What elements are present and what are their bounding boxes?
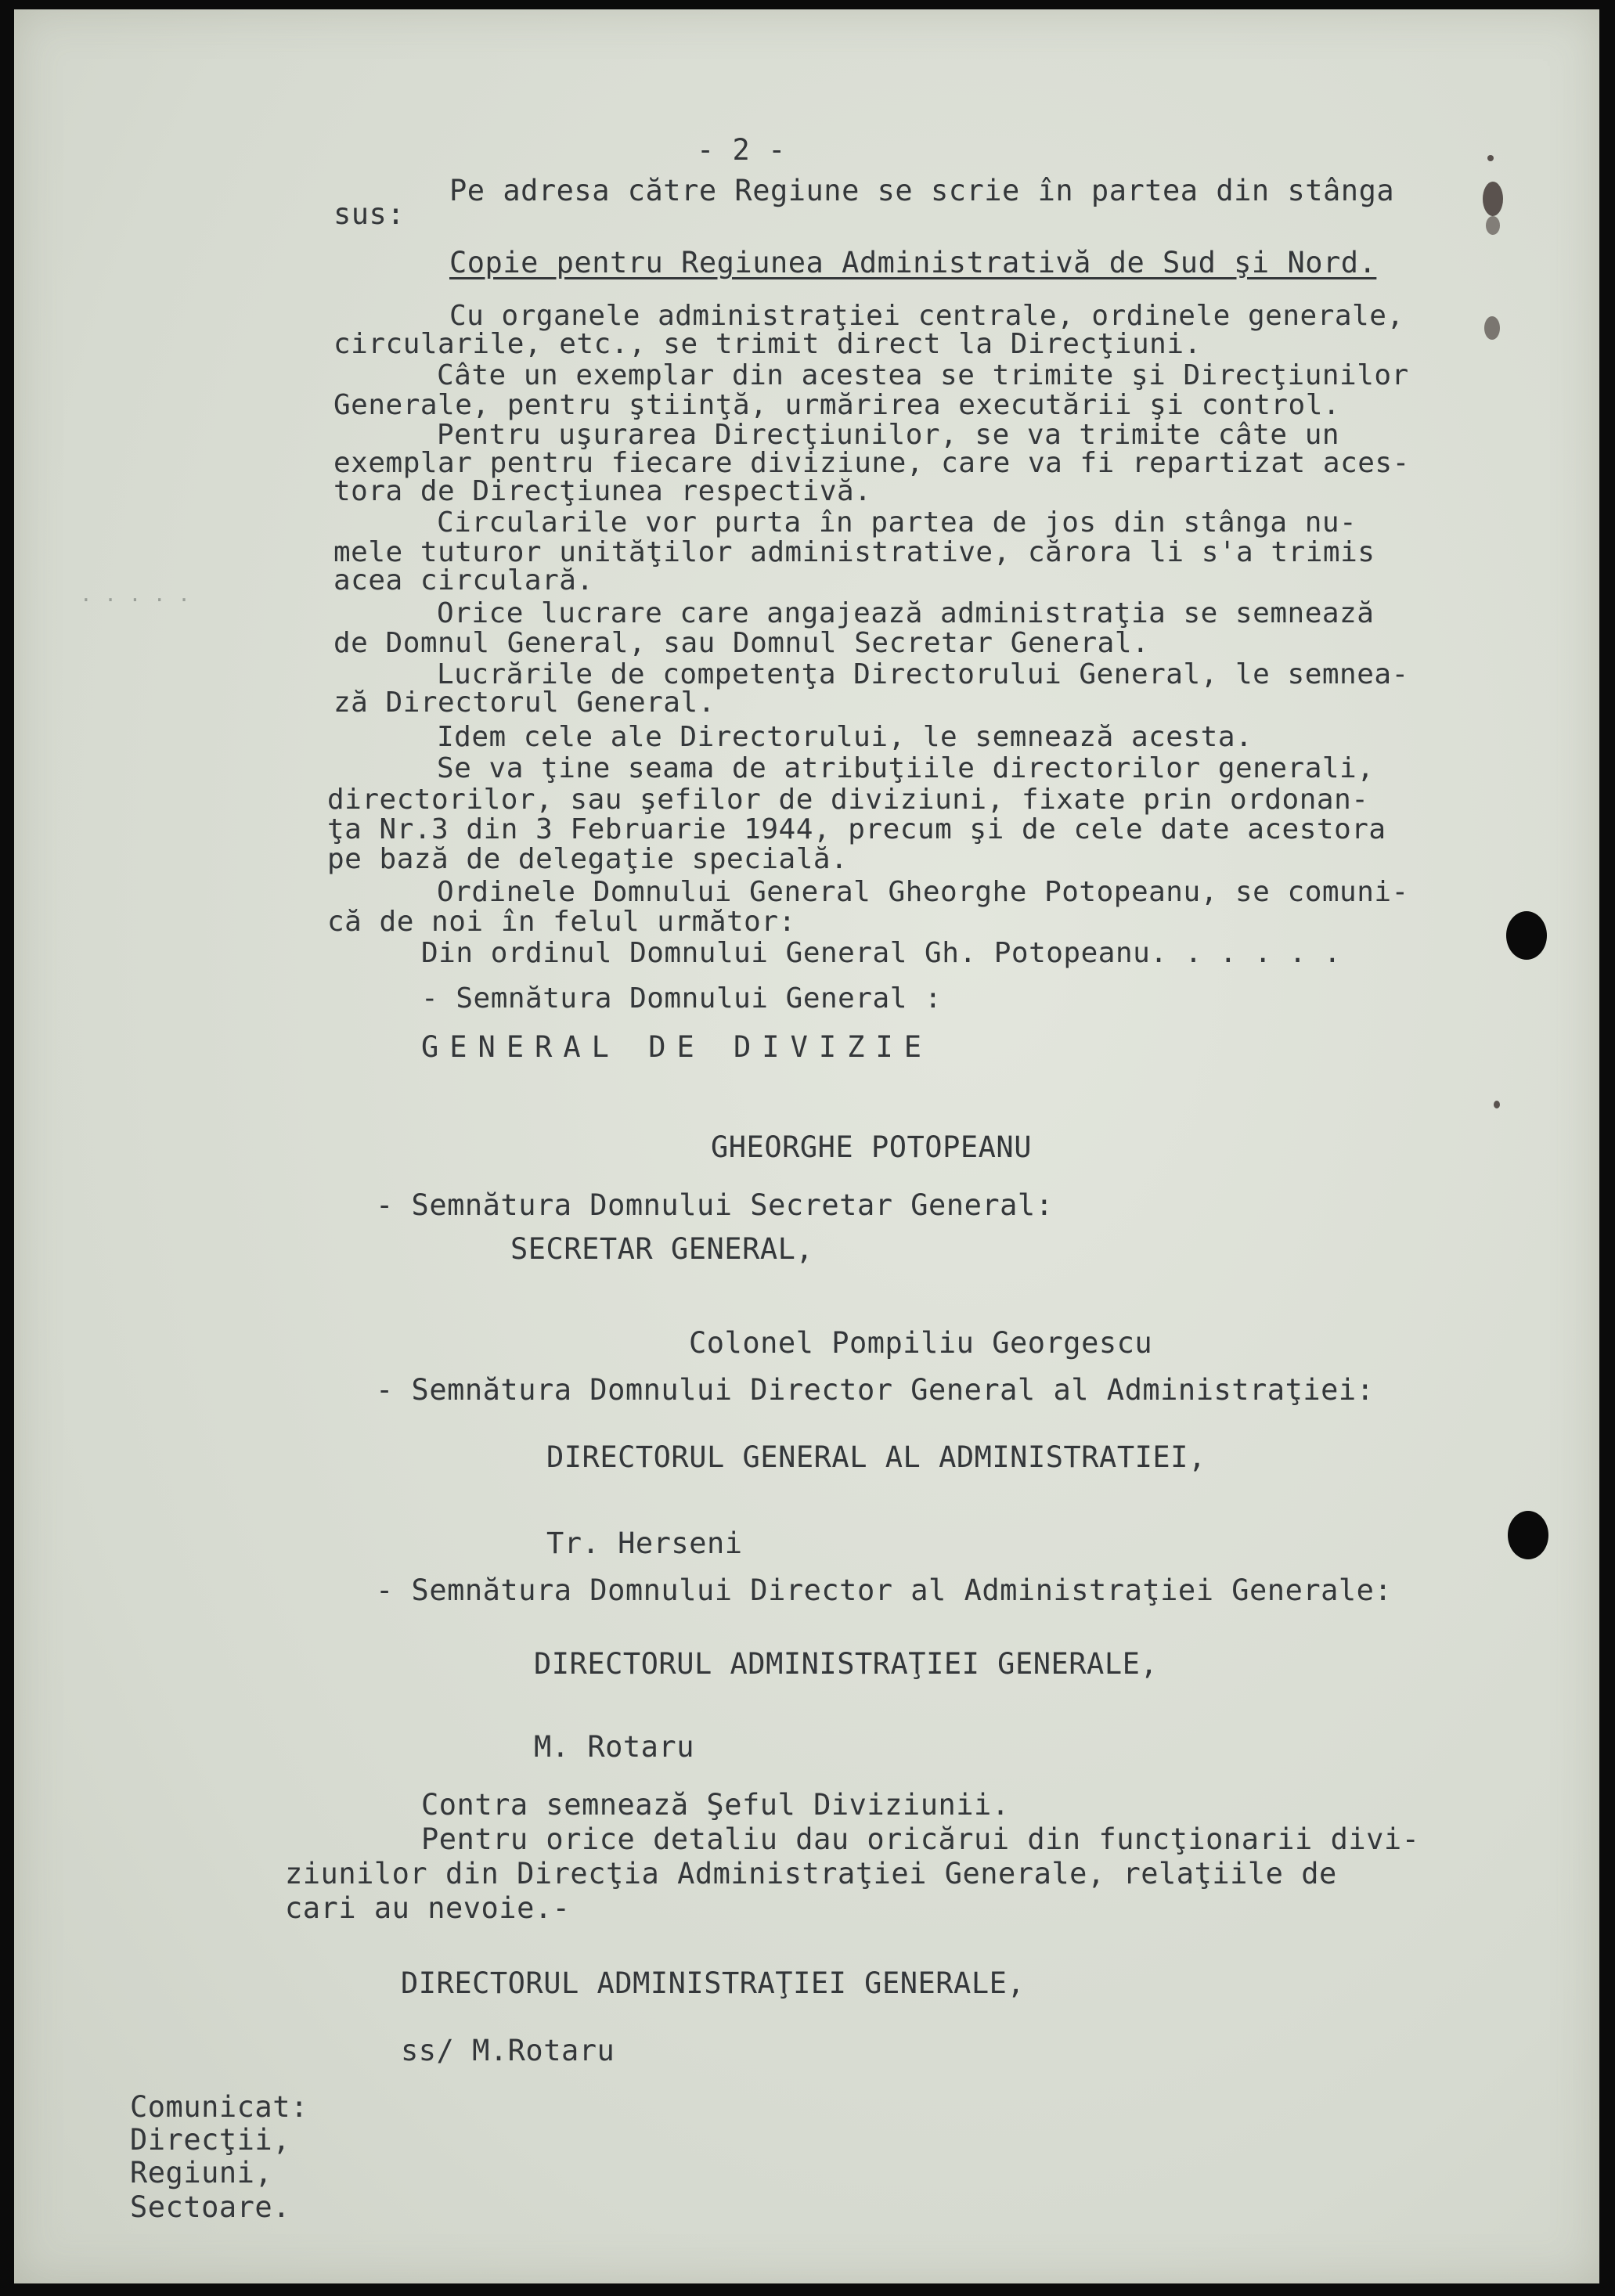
copy-heading: Copie pentru Regiunea Administrativă de Sud şi Nord. [449, 246, 1377, 279]
signature-line: - Semnătura Domnului Director General al Administraţiei: [376, 1373, 1375, 1407]
paragraph-line: Cu organele administraţiei centrale, ordinele generale, [449, 300, 1404, 332]
page-number: - 2 - [697, 133, 786, 167]
director-name: M. Rotaru [534, 1730, 694, 1764]
paragraph-line: Pentru uşurarea Direcţiunilor, se va trimite câte un [437, 419, 1340, 451]
paragraph-line: Câte un exemplar din acestea se trimite şi Direcţiunilor [437, 359, 1409, 391]
director-general-name: Tr. Herseni [546, 1526, 743, 1560]
ink-speck [1487, 155, 1494, 161]
distribution-item: Regiuni, [130, 2156, 273, 2190]
closing-line: Pentru orice detaliu dau oricărui din funcţionarii divi- [421, 1822, 1420, 1856]
paragraph-line: Circularile vor purta în partea de jos din stânga nu- [437, 506, 1357, 539]
paragraph-line: ză Directorul General. [333, 687, 716, 719]
paragraph-line: Pe adresa către Regiune se scrie în partea din stânga [449, 174, 1395, 207]
closing-signature-name: ss/ M.Rotaru [401, 2034, 615, 2067]
paragraph-line: Lucrările de competenţa Directorului General, le semnea- [437, 658, 1409, 690]
closing-line: ziunilor din Direcţia Administraţiei Generale, relaţiile de [285, 1857, 1337, 1891]
closing-line: Contra semnează Şeful Diviziunii. [421, 1788, 1010, 1822]
signature-line: - Semnătura Domnului Secretar General: [376, 1188, 1054, 1222]
paragraph-line: pe bază de delegaţie specială. [327, 843, 849, 875]
distribution-heading: Comunicat: [130, 2090, 308, 2124]
paragraph-line: Orice lucrare care angajează administraţia se semnează [437, 597, 1375, 629]
paragraph-line: Generale, pentru ştiinţă, urmărirea executării şi control. [333, 389, 1341, 421]
closing-line: cari au nevoie.- [285, 1891, 571, 1925]
paragraph-line: sus: [333, 197, 406, 231]
paragraph-line: mele tuturor unităţilor administrative, cărora li s'a trimis [333, 536, 1375, 568]
paragraph-line: tora de Direcţiunea respectivă. [333, 475, 872, 507]
paragraph-line: Ordinele Domnului General Gheorghe Potopeanu, se comuni- [437, 876, 1409, 908]
closing-signature-title: DIRECTORUL ADMINISTRAŢIEI GENERALE, [401, 1966, 1026, 2000]
faint-marking: · · · · · [80, 589, 190, 612]
ink-stain [1483, 182, 1503, 216]
paragraph-line: Din ordinul Domnului General Gh. Potopeanu. . . . . . [421, 937, 1342, 969]
secretary-name: Colonel Pompiliu Georgescu [689, 1326, 1153, 1360]
paragraph-line: că de noi în felul următor: [327, 906, 796, 938]
ink-stain [1486, 216, 1500, 235]
secretary-title: SECRETAR GENERAL, [510, 1232, 814, 1266]
paragraph-line: acea circulară. [333, 564, 594, 597]
paragraph-line: exemplar pentru fiecare diviziune, care va fi repartizat aces- [333, 447, 1410, 479]
ink-speck [1494, 1101, 1500, 1108]
distribution-item: Sectoare. [130, 2190, 290, 2224]
paragraph-line: ţa Nr.3 din 3 Februarie 1944, precum şi de cele date acestora [327, 813, 1386, 845]
paragraph-line: directorilor, sau şefilor de diviziuni, fixate prin ordonan- [327, 784, 1369, 816]
director-general-title: DIRECTORUL GENERAL AL ADMINISTRATIEI, [546, 1440, 1206, 1474]
general-rank: GENERAL DE DIVIZIE [421, 1030, 932, 1064]
punch-hole [1506, 911, 1547, 960]
punch-hole [1508, 1511, 1548, 1559]
paragraph-line: Idem cele ale Directorului, le semnează acesta. [437, 721, 1253, 753]
signature-line: - Semnătura Domnului Director al Administraţiei Generale: [376, 1573, 1393, 1607]
paragraph-line: circularile, etc., se trimit direct la Direcţiuni. [333, 328, 1202, 360]
document-page [14, 9, 1599, 2283]
general-name: GHEORGHE POTOPEANU [711, 1130, 1032, 1164]
paragraph-line: Se va ţine seama de atribuţiile directorilor generali, [437, 752, 1375, 784]
paragraph-line: de Domnul General, sau Domnul Secretar General. [333, 627, 1150, 659]
ink-stain [1484, 316, 1500, 340]
distribution-item: Direcţii, [130, 2123, 290, 2157]
director-title: DIRECTORUL ADMINISTRAŢIEI GENERALE, [534, 1647, 1159, 1681]
paragraph-line: - Semnătura Domnului General : [421, 982, 943, 1015]
